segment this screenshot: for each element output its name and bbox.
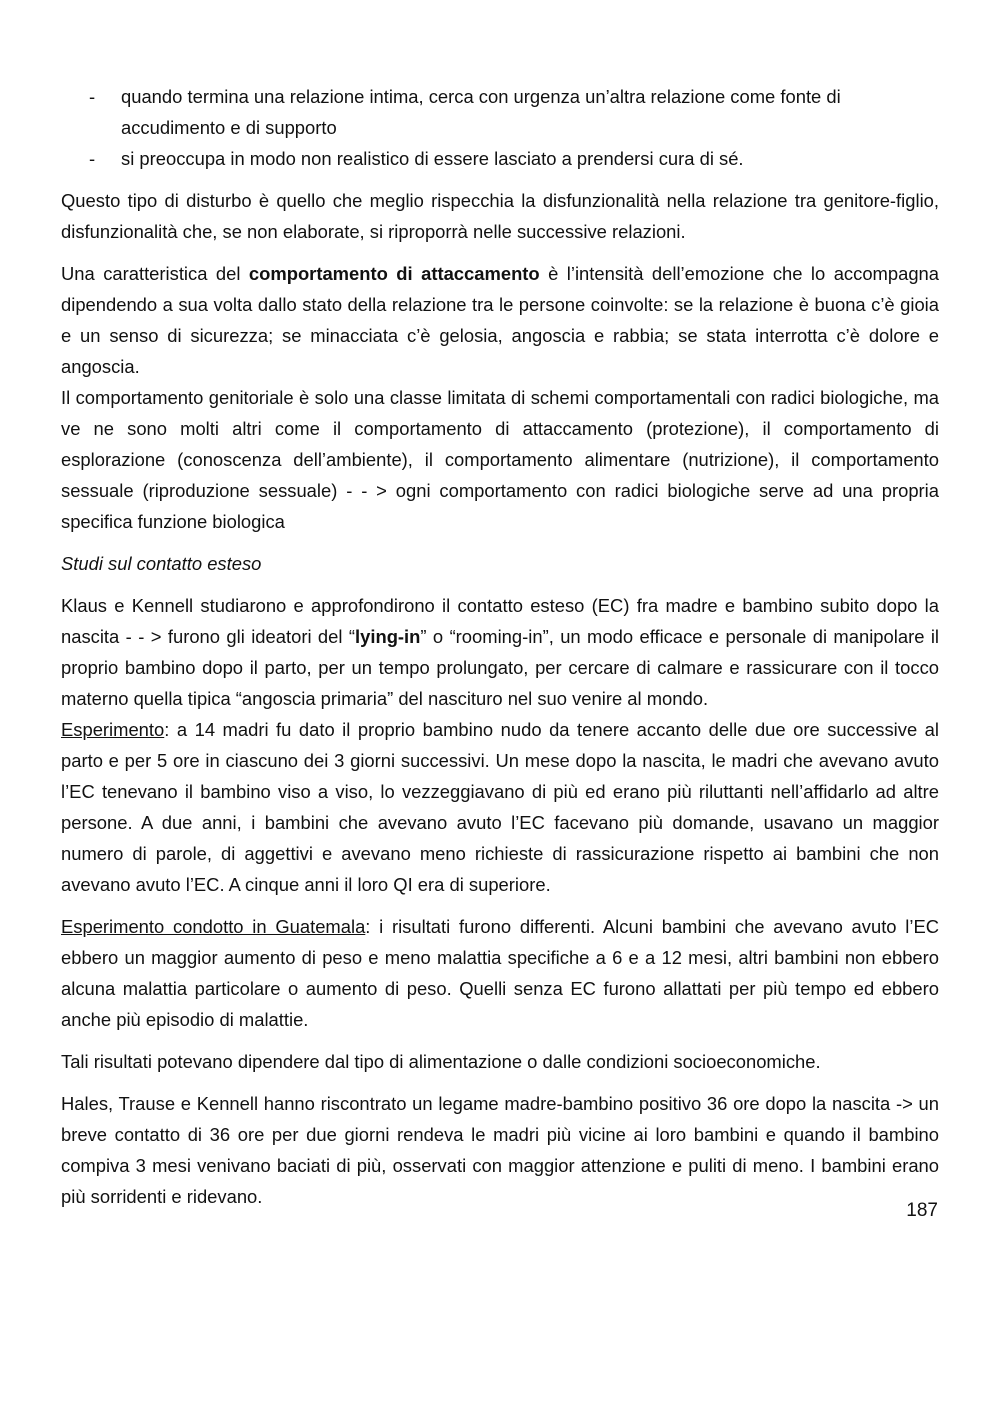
section-title: Studi sul contatto esteso — [61, 553, 262, 574]
paragraph-attaccamento — [61, 258, 939, 382]
bullet-item — [61, 143, 939, 174]
paragraph-risultati: Tali risultati potevano dipendere dal tipo di alimentazione o dalle condizioni socioeconomiche. — [61, 1051, 821, 1072]
paragraph-disturbo: Questo tipo di disturbo è quello che meglio rispecchia la disfunzionalità nella relazione tra genitore-figlio, disfunzionalità che, se non elaborate, si riproporrà nelle successive relazioni. — [61, 190, 939, 242]
paragraph-esperimento — [61, 714, 939, 900]
bullet-item — [61, 81, 939, 143]
bold-term: comportamento di attaccamento — [248, 263, 540, 284]
paragraph-guatemala — [61, 911, 939, 1035]
paragraph-text: Klaus e Kennell studiarono e approfondirono il contatto esteso (EC) fra madre e bambino subito dopo la nascita - - > furono gli ideatori del “ — [61, 595, 939, 647]
bullet-marker: - — [89, 148, 96, 169]
bullet-list — [61, 81, 939, 174]
paragraph-text: Una caratteristica del — [61, 263, 249, 284]
page-content — [61, 81, 939, 1223]
paragraph-text: ” o “rooming-in”, un modo efficace e personale di manipolare il proprio bambino dopo il parto, per un tempo prolungato, per cercare di calmare e rassicurare con il tocco materno quella tipica “angoscia primaria” del nascituro nel suo venire al mondo. — [61, 626, 939, 709]
page-number: 187 — [906, 1200, 938, 1221]
bullet-text: si preoccupa in modo non realistico di essere lasciato a prendersi cura di sé. — [121, 148, 744, 169]
bullet-text: quando termina una relazione intima, cerca con urgenza un’altra relazione come fonte di accudimento e di supporto — [121, 86, 841, 138]
bold-term: lying-in — [355, 626, 421, 647]
underlined-label: Esperimento — [61, 719, 165, 740]
paragraph-genitoriale: Il comportamento genitoriale è solo una classe limitata di schemi comportamentali con radici biologiche, ma ve ne sono molti altri come il comportamento di attaccamento (protezione), il comportamento di esplorazione (conoscenza dell’ambiente), il comportamento alimentare (nutrizione), il comportamento sessuale (riproduzione sessuale) - - > ogni comportamento con radici biologiche serve ad una propria specifica funzione biologica — [61, 387, 939, 532]
bullet-marker: - — [89, 86, 96, 107]
paragraph-hales: Hales, Trause e Kennell hanno riscontrato un legame madre-bambino positivo 36 ore dopo la nascita -> un breve contatto di 36 ore per due giorni rendeva le madri più vicine ai loro bambini e quando il bambino compiva 3 mesi venivano baciati di più, osservati con maggior attenzione e puliti di meno. I bambini erano più sorridenti e ridevano. — [61, 1093, 939, 1207]
paragraph-text: : i risultati furono differenti. Alcuni bambini che avevano avuto l’EC ebbero un maggior aumento di peso e meno malattia specifiche a 6 e a 12 mesi, altri bambini non ebbero alcuna malattia particolare o aumento di peso. Quelli senza EC furono allattati per più tempo ed ebbero anche più episodio di malattie. — [61, 916, 939, 1030]
paragraph-klaus-kennell — [61, 590, 939, 714]
underlined-label: Esperimento condotto in Guatemala — [61, 916, 366, 937]
paragraph-text: : a 14 madri fu dato il proprio bambino nudo da tenere accanto delle due ore successive al parto e per 5 ore in ciascuno dei 3 giorni successivi. Un mese dopo la nascita, le madri che avevano avuto l’EC tenevano il bambino viso a viso, lo vezzeggiavano di più ed erano più riluttanti nell’affidarlo ad altre persone. A due anni, i bambini che avevano avuto l’EC facevano più domande, usavano un maggior numero di parole, di aggettivi e avevano meno richieste di rassicurazione rispetto ai bambini che non avevano avuto l’EC. A cinque anni il loro QI era di superiore. — [61, 719, 939, 895]
paragraph-text: è l’intensità dell’emozione che lo accompagna dipendendo a sua volta dallo stato della relazione tra le persone coinvolte: se la relazione è buona c’è gioia e un senso di sicurezza; se minacciata c’è gelosia, angoscia e rabbia; se stata interrotta c’è dolore e angoscia. — [61, 263, 940, 377]
